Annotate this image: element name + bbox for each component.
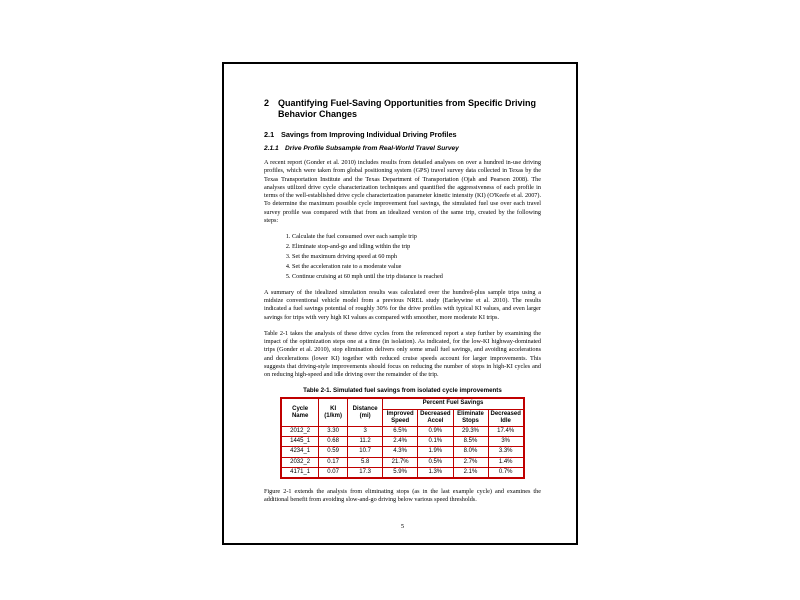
paragraph-table-discussion: Table 2-1 takes the analysis of these drive cycles from the referenced report a step further by examining the impact of the optimization steps one at a time (in isolation). As indicated, for the low-KI highway-dominated trips (Gonder et al. 2010), stop elimination delivers only some small fuel savings, and avoiding accelerations and decelerations (lower KI) together with reduced cruise speeds account for larger improvements. This suggests that driving-style improvements should focus on reducing the number of stops in high-KI cycles and on reducing high-speed and idle driving over the remainder of the trip. bbox=[264, 329, 541, 379]
cell-improved-speed: 5.9% bbox=[383, 467, 418, 478]
section-title: Quantifying Fuel-Saving Opportunities from Specific Driving Behavior Changes bbox=[278, 98, 537, 120]
cell-decreased-accel: 0.1% bbox=[418, 437, 453, 447]
cell-eliminate-stops: 8.5% bbox=[453, 437, 488, 447]
step-item-1: 1. Calculate the fuel consumed over each sample trip bbox=[292, 233, 541, 241]
subsection-title: Savings from Improving Individual Driving Profiles bbox=[281, 129, 457, 139]
subsubsection-heading bbox=[264, 145, 541, 153]
cell-decreased-accel: 1.3% bbox=[418, 467, 453, 478]
step-item-4: 4. Set the acceleration rate to a moderate value bbox=[292, 263, 541, 271]
idealization-steps-list bbox=[264, 233, 541, 281]
cell-ki: 0.68 bbox=[319, 437, 348, 447]
cell-distance: 17.3 bbox=[348, 467, 383, 478]
cell-cycle-name: 4234_1 bbox=[281, 447, 319, 457]
cell-ki: 0.17 bbox=[319, 457, 348, 467]
cell-decreased-idle: 1.4% bbox=[488, 457, 524, 467]
table-header-row-1 bbox=[281, 398, 524, 409]
subsection-heading bbox=[264, 131, 541, 140]
cell-distance: 11.2 bbox=[348, 437, 383, 447]
cell-decreased-idle: 0.7% bbox=[488, 467, 524, 478]
cell-eliminate-stops: 29.3% bbox=[453, 427, 488, 437]
fuel-savings-table bbox=[280, 397, 525, 479]
section-number: 2 bbox=[264, 98, 270, 108]
subsection-number: 2.1 bbox=[264, 129, 275, 139]
cell-decreased-idle: 3% bbox=[488, 437, 524, 447]
table-row bbox=[281, 447, 524, 457]
cell-decreased-idle: 3.3% bbox=[488, 447, 524, 457]
subsubsection-title: Drive Profile Subsample from Real-World Travel Survey bbox=[285, 145, 459, 153]
col-header-cycle-name: Cycle Name bbox=[281, 398, 319, 426]
cell-cycle-name: 2012_2 bbox=[281, 427, 319, 437]
cell-improved-speed: 2.4% bbox=[383, 437, 418, 447]
table-row bbox=[281, 437, 524, 447]
paragraph-figure-reference: Figure 2-1 extends the analysis from eliminating stops (as in the last example cycle) and examines the additional benefit from avoiding slow-and-go driving below various speed thresholds. bbox=[264, 487, 541, 504]
col-header-eliminate-stops: Eliminate Stops bbox=[453, 409, 488, 426]
cell-decreased-idle: 17.4% bbox=[488, 427, 524, 437]
table-row bbox=[281, 467, 524, 478]
cell-improved-speed: 21.7% bbox=[383, 457, 418, 467]
cell-cycle-name: 1445_1 bbox=[281, 437, 319, 447]
cell-decreased-accel: 0.9% bbox=[418, 427, 453, 437]
page-number: 5 bbox=[400, 523, 405, 530]
cell-decreased-accel: 1.9% bbox=[418, 447, 453, 457]
col-header-ki: KI (1/km) bbox=[319, 398, 348, 426]
subsubsection-number: 2.1.1 bbox=[264, 145, 279, 153]
cell-cycle-name: 2032_2 bbox=[281, 457, 319, 467]
paragraph-simulation-summary: A summary of the idealized simulation results was calculated over the hundred-plus sample trips using a midsize conventional vehicle model from a previous NREL study (Earleywine et al. 2010). The results indicated a fuel savings potential of roughly 30% for the drive profiles with typical KI values, and even larger savings for trips with very high KI values as compared with smoother, more moderate KI trips. bbox=[264, 288, 541, 321]
cell-ki: 3.30 bbox=[319, 427, 348, 437]
paragraph-survey-intro: A recent report (Gonder et al. 2010) includes results from detailed analyses on over a hundred in-use driving profiles, which were taken from global positioning system (GPS) travel survey data collected in Texas by the Texas Transportation Institute and the Texas Department of Transportation (Ojah and Pearson 2008). The analyses utilized drive cycle characterization techniques and quantified the aggressiveness of each profile in terms of the well-established drive cycle characterization parameter kinetic intensity (KI) (O'Keefe et al. 2007). To determine the maximum possible cycle improvement fuel savings, the simulated fuel use over each travel survey profile was compared with that from an idealized version of the same trip, created by the following steps: bbox=[264, 159, 541, 224]
table-body bbox=[281, 427, 524, 478]
section-heading bbox=[264, 98, 541, 121]
cell-distance: 10.7 bbox=[348, 447, 383, 457]
cell-cycle-name: 4171_1 bbox=[281, 467, 319, 478]
document-page bbox=[222, 62, 578, 545]
step-item-5: 5. Continue cruising at 60 mph until the trip distance is reached bbox=[292, 273, 541, 281]
cell-eliminate-stops: 2.1% bbox=[453, 467, 488, 478]
table-header bbox=[281, 398, 524, 426]
page-content bbox=[264, 98, 541, 530]
cell-ki: 0.59 bbox=[319, 447, 348, 457]
cell-distance: 5.8 bbox=[348, 457, 383, 467]
cell-eliminate-stops: 2.7% bbox=[453, 457, 488, 467]
table-row bbox=[281, 427, 524, 437]
col-header-decreased-accel: Decreased Accel bbox=[418, 409, 453, 426]
table-row bbox=[281, 457, 524, 467]
cell-decreased-accel: 0.5% bbox=[418, 457, 453, 467]
col-header-decreased-idle: Decreased Idle bbox=[488, 409, 524, 426]
col-group-header-percent-fuel-savings: Percent Fuel Savings bbox=[383, 398, 524, 409]
step-item-2: 2. Eliminate stop-and-go and idling within the trip bbox=[292, 243, 541, 251]
cell-ki: 0.07 bbox=[319, 467, 348, 478]
cell-eliminate-stops: 8.0% bbox=[453, 447, 488, 457]
cell-improved-speed: 4.3% bbox=[383, 447, 418, 457]
step-item-3: 3. Set the maximum driving speed at 60 mph bbox=[292, 253, 541, 261]
cell-improved-speed: 6.5% bbox=[383, 427, 418, 437]
col-header-improved-speed: Improved Speed bbox=[383, 409, 418, 426]
table-caption: Table 2-1. Simulated fuel savings from isolated cycle improvements bbox=[303, 387, 502, 395]
col-header-distance: Distance (mi) bbox=[348, 398, 383, 426]
cell-distance: 3 bbox=[348, 427, 383, 437]
